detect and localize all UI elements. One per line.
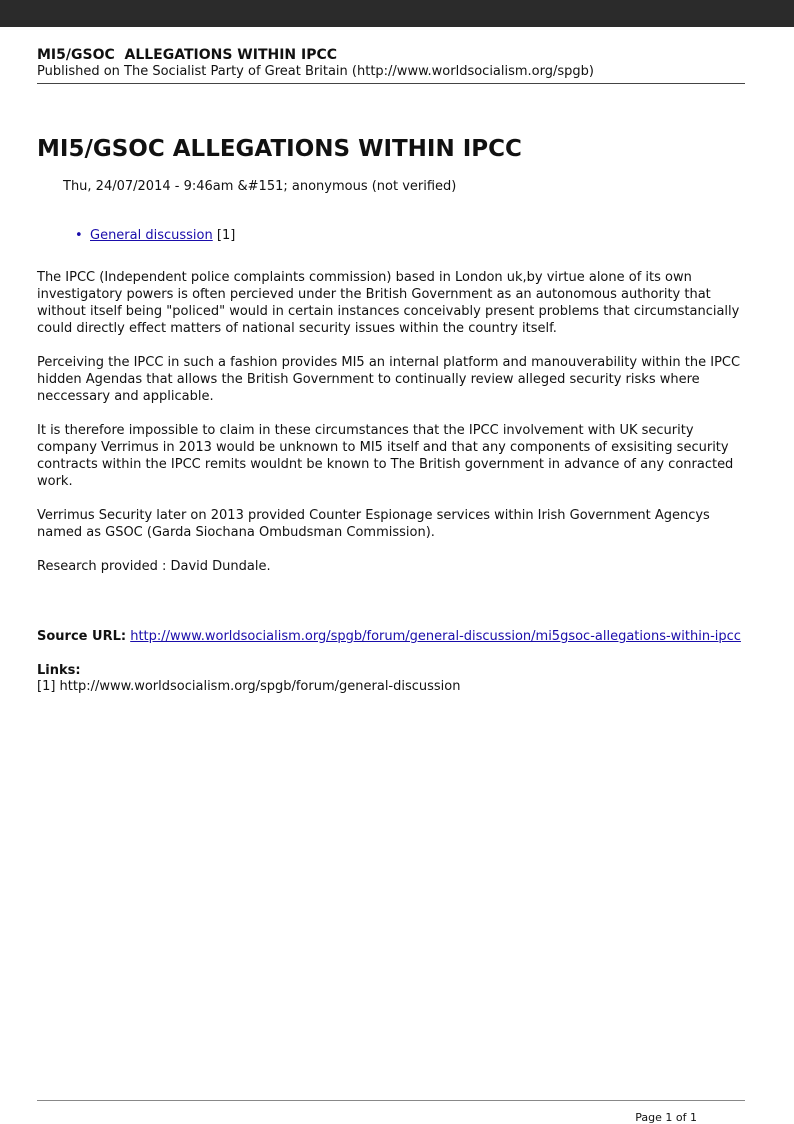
document-page [37,27,745,695]
tag-list [37,228,745,244]
article-body [37,269,745,575]
body-paragraph: The IPCC (Independent police complaints commission) based in London uk,by virtue alone of its own investigatory powers is often percieved under the British Government as an autonomous authority that without itself being "policed" would in certain instances conceivably present problems that circumstancially could directly effect matters of national security issues within the country itself. [37,270,740,336]
header-published-line: Published on The Socialist Party of Great Britain (http://www.worldsocialism.org/spgb) [37,64,594,79]
body-paragraph: Research provided : David Dundale. [37,559,271,574]
bullet-icon: • [75,228,83,243]
page-number: Page 1 of 1 [635,1111,697,1124]
tag-reference: [1] [216,228,236,243]
header-title: MI5/GSOC ALLEGATIONS WITHIN IPCC [37,47,338,63]
source-url-label: Source URL: [37,629,127,644]
tag-item [75,228,745,244]
links-block [37,663,745,695]
tag-link-general-discussion[interactable]: General discussion [90,228,213,243]
source-url-link[interactable]: http://www.worldsocialism.org/spgb/forum/general-discussion/mi5gsoc-allegations-within-ipcc [130,629,741,644]
viewer-top-bar [0,0,794,27]
document-header [37,47,745,84]
links-label: Links: [37,663,81,678]
source-url-block [37,629,745,645]
body-paragraph: It is therefore impossible to claim in these circumstances that the IPCC involvement with UK security company Verrimus in 2013 would be unknown to MI5 itself and that any components of exsisiting security contracts within the IPCC remits wouldnt be known to The British government in advance of any conracted work. [37,423,734,489]
footer-divider [37,1100,745,1101]
article-meta: Thu, 24/07/2014 - 9:46am &#151; anonymous (not verified) [63,179,457,194]
body-paragraph: Perceiving the IPCC in such a fashion provides MI5 an internal platform and manouverability within the IPCC hidden Agendas that allows the British Government to continually review alleged security risks where neccessary and applicable. [37,355,741,404]
links-item: [1] http://www.worldsocialism.org/spgb/forum/general-discussion [37,679,461,694]
article-title: MI5/GSOC ALLEGATIONS WITHIN IPCC [37,136,522,162]
body-paragraph: Verrimus Security later on 2013 provided Counter Espionage services within Irish Government Agencys named as GSOC (Garda Siochana Ombudsman Commission). [37,508,710,540]
